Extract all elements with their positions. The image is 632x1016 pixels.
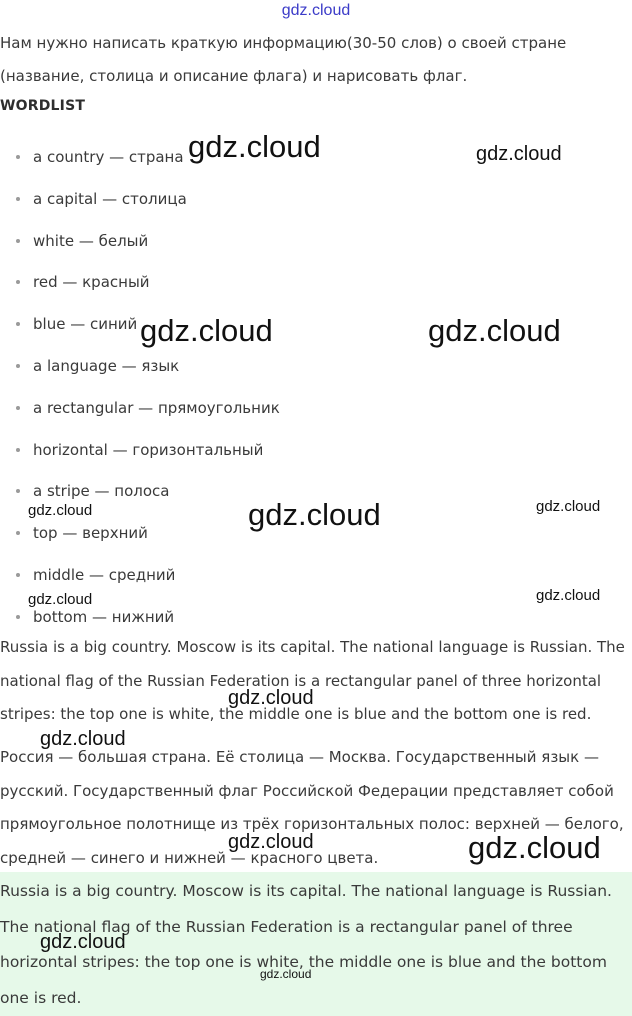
wordlist-item-text: horizontal — горизонтальный [33,440,264,459]
wordlist-item [0,346,280,388]
bullet-icon [16,615,20,619]
site-watermark: gdz.cloud [281,2,351,19]
wordlist [0,137,280,639]
wordlist-item-text: a stripe — полоса [33,482,170,501]
wordlist-item-text: bottom — нижний [33,607,175,626]
wordlist-item-text: a language — язык [33,356,180,375]
wordlist-item-text: a country — страна [33,148,184,166]
wordlist-item [0,262,280,304]
wordlist-item [0,513,280,555]
wordlist-item [0,388,280,430]
watermark-text: gdz.cloud [536,498,601,515]
bullet-icon [16,406,20,410]
bullet-icon [16,531,20,535]
russian-paragraph: Россия — большая страна. Её столица — Москва. Государственный язык — русский. Государственный флаг Российской Федерации представляет собой прямоугольное полотнище из трёх горизонтальных полос: верхней — белого, средней — синего и нижней — красного цвета. [0,748,624,867]
english-paragraph: Russia is a big country. Moscow is its capital. The national language is Russian. The national flag of the Russian Federation is a rectangular panel of three horizontal stripes: the top one is white, the middle one is blue and the bottom one is red. [0,638,625,724]
watermark-text: gdz.cloud [476,143,562,165]
watermark-text: gdz.cloud [140,313,273,348]
wordlist-item-text: top — верхний [33,524,148,543]
watermark-text: gdz.cloud [468,830,601,865]
watermark-text: gdz.cloud [28,591,93,608]
wordlist-item-text: red — красный [33,273,150,292]
bullet-icon [16,448,20,452]
bullet-icon [16,364,20,368]
wordlist-item-text: white — белый [33,231,149,250]
wordlist-item [0,430,280,472]
wordlist-item-text: a rectangular — прямоугольник [33,398,280,417]
bullet-icon [16,155,20,159]
bullet-icon [16,239,20,243]
wordlist-item-text: middle — средний [33,565,176,584]
watermark-text: gdz.cloud [28,502,93,519]
watermark-text: gdz.cloud [228,831,314,853]
watermark-text: gdz.cloud [228,687,314,709]
bullet-icon [16,489,20,493]
answer-paragraph: Russia is a big country. Moscow is its capital. The national language is Russian. The national flag of the Russian Federation is a rectangular panel of three horizontal stripes: the top one is white, the middle one is blue and the bottom one is red. [0,882,612,1007]
watermark-text: gdz.cloud [260,967,312,981]
watermark-text: gdz.cloud [536,587,601,604]
wordlist-heading: WORDLIST [0,98,86,114]
watermark-text: gdz.cloud [248,497,381,532]
bullet-icon [16,280,20,284]
watermark-text: gdz.cloud [188,129,321,164]
bullet-icon [16,197,20,201]
wordlist-item-text: blue — синий [33,315,138,334]
watermark-text: gdz.cloud [40,931,126,953]
wordlist-item [0,221,280,263]
bullet-icon [16,322,20,326]
bullet-icon [16,573,20,577]
wordlist-item [0,179,280,221]
wordlist-item-text: a capital — столица [33,189,187,208]
watermark-text: gdz.cloud [428,313,561,348]
task-description: Нам нужно написать краткую информацию(30-50 слов) о своей стране (название, столица и описание флага) и нарисовать флаг. [0,34,567,85]
watermark-text: gdz.cloud [40,728,126,750]
